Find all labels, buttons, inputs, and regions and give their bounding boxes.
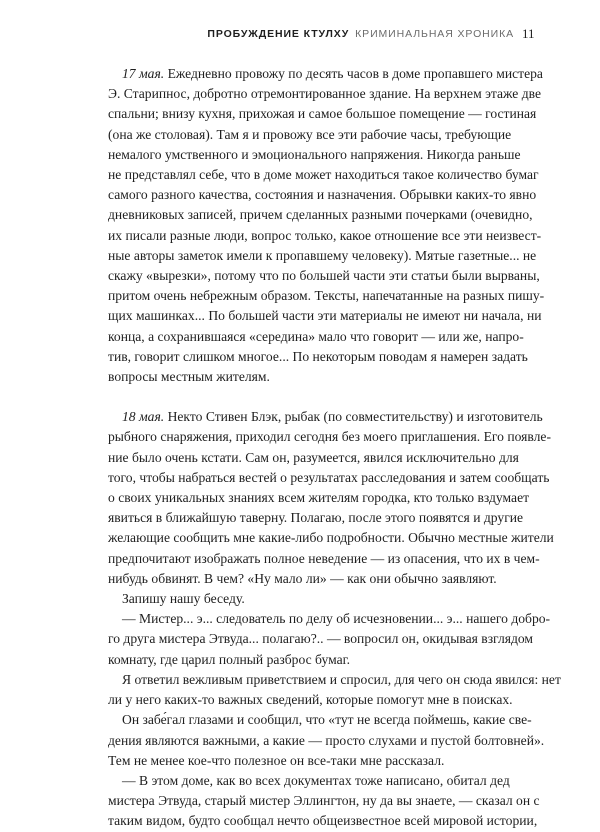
running-head [207, 28, 514, 40]
paragraph [108, 609, 551, 670]
text-line: — Мистер... э... следователь по делу об исчезновении... э... нашего добро- [122, 611, 551, 627]
text-line: нибудь обвинят. В чем? «Ну мало ли» — как они обычно заявляют. [108, 570, 497, 586]
text-line: ные авторы заметок имели к пропавшему человеку). Мятые газетные... не [108, 247, 537, 263]
entry-date: 18 мая. [122, 409, 165, 425]
paragraph [108, 670, 561, 710]
paragraph [108, 589, 508, 609]
body-text [108, 64, 561, 832]
text-line: 17 мая. Ежедневно провожу по десять часов в доме пропавшего мистера [122, 66, 543, 81]
book-title: ПРОБУЖДЕНИЕ КТУЛХУ [207, 28, 350, 40]
entry-date: 17 мая. [122, 66, 165, 81]
text-line: Тем не менее кое-что полезное он все-таки мне рассказал. [108, 752, 445, 768]
text-line: спальни; внизу кухня, прихожая и самое большое помещение — гостиная [108, 106, 537, 122]
text-line: Э. Старипнос, добротно отремонтированное здание. На верхнем этаже две [108, 86, 541, 102]
paragraph [108, 710, 545, 771]
text-line: го друга мистера Этвуда... полагаю?.. — вопросил он, окидывая взглядом [108, 631, 534, 647]
text-line: явиться в ближайшую таверну. Полагаю, после этого появятся и другие [108, 510, 524, 526]
text-line: того, чтобы набраться вестей о результатах расследования и затем сообщать [108, 469, 550, 485]
text-line: Я ответил вежливым приветствием и спросил, для чего он сюда явился: нет [122, 671, 561, 687]
diary-entry-may-17 [108, 64, 545, 387]
text-line: комнату, где царил полный разброс бумаг. [108, 651, 351, 667]
section-title: КРИМИНАЛЬНАЯ ХРОНИКА [355, 28, 514, 40]
text-line: их писали разные люди, вопрос только, какое отношение все эти неизвест- [108, 227, 542, 243]
text-line: Он забе́гал глазами и сообщил, что «тут не всегда поймешь, какие све- [122, 712, 532, 728]
text-line: скажу «вырезки», потому что по большей части эти статьи были вырваны, [108, 268, 540, 284]
text-line: Запишу нашу беседу. [122, 591, 245, 607]
text-line: вопросы местным жителям. [108, 369, 270, 385]
text-line: конца, а сохранившаяся «середина» мало что говорит — или же, напро- [108, 328, 524, 344]
diary-entry-may-18 [108, 407, 554, 589]
text-line: немалого умственного и эмоционального напряжения. Никогда раньше [108, 146, 521, 162]
text-line: тив, говорит слишком многое... По некоторым поводам я намерен задать [108, 348, 528, 364]
text-line: ние было очень кстати. Сам он, разумеется, явился исключительно для [108, 449, 519, 465]
text-line: предпочитают изображать полное неведение — из опасения, что их в чем- [108, 550, 540, 566]
text-line: (она же столовая). Там я и провожу все эти рабочие часы, требующие [108, 126, 512, 142]
paragraph [108, 771, 540, 832]
text-line: 18 мая. Некто Стивен Блэк, рыбак (по совместительству) и изготовитель [122, 409, 543, 425]
text-line: притом очень небрежным образом. Тексты, напечатанные на разных пишу- [108, 288, 545, 304]
text-line: желающие сообщить мне какие-либо подробности. Обычно местные жители [108, 530, 554, 546]
text-line: таким видом, будто сообщал нечто общеизвестное всей мировой истории, [108, 813, 538, 829]
text-line: мистера Этвуда, старый мистер Эллингтон, ну да вы знаете, — сказал он с [108, 793, 540, 809]
text-line: рыбного снаряжения, приходил сегодня без моего приглашения. Его появле- [108, 429, 551, 445]
text-line: дневниковых записей, причем сделанных разными почерками (очевидно, [108, 207, 533, 223]
page-number: 11 [522, 26, 535, 41]
text-line: — В этом доме, как во всех документах тоже написано, обитал дед [122, 772, 510, 788]
text-line: самого разного качества, состояния и назначения. Обрывки каких-то явно [108, 187, 537, 203]
text-line: дения являются важными, а какие — просто слухами и пустой болтовней». [108, 732, 545, 748]
text-line: о своих уникальных знаниях всем жителям городка, кто только вздумает [108, 490, 530, 506]
text-line: не представлял себе, что в доме может находиться такое количество бумаг [108, 167, 539, 183]
text-line: ли у него каких-то важных сведений, которые помогут мне в поисках. [108, 692, 513, 708]
text-line: щих машинках... По большей части эти материалы не имеют ни начала, ни [108, 308, 542, 324]
